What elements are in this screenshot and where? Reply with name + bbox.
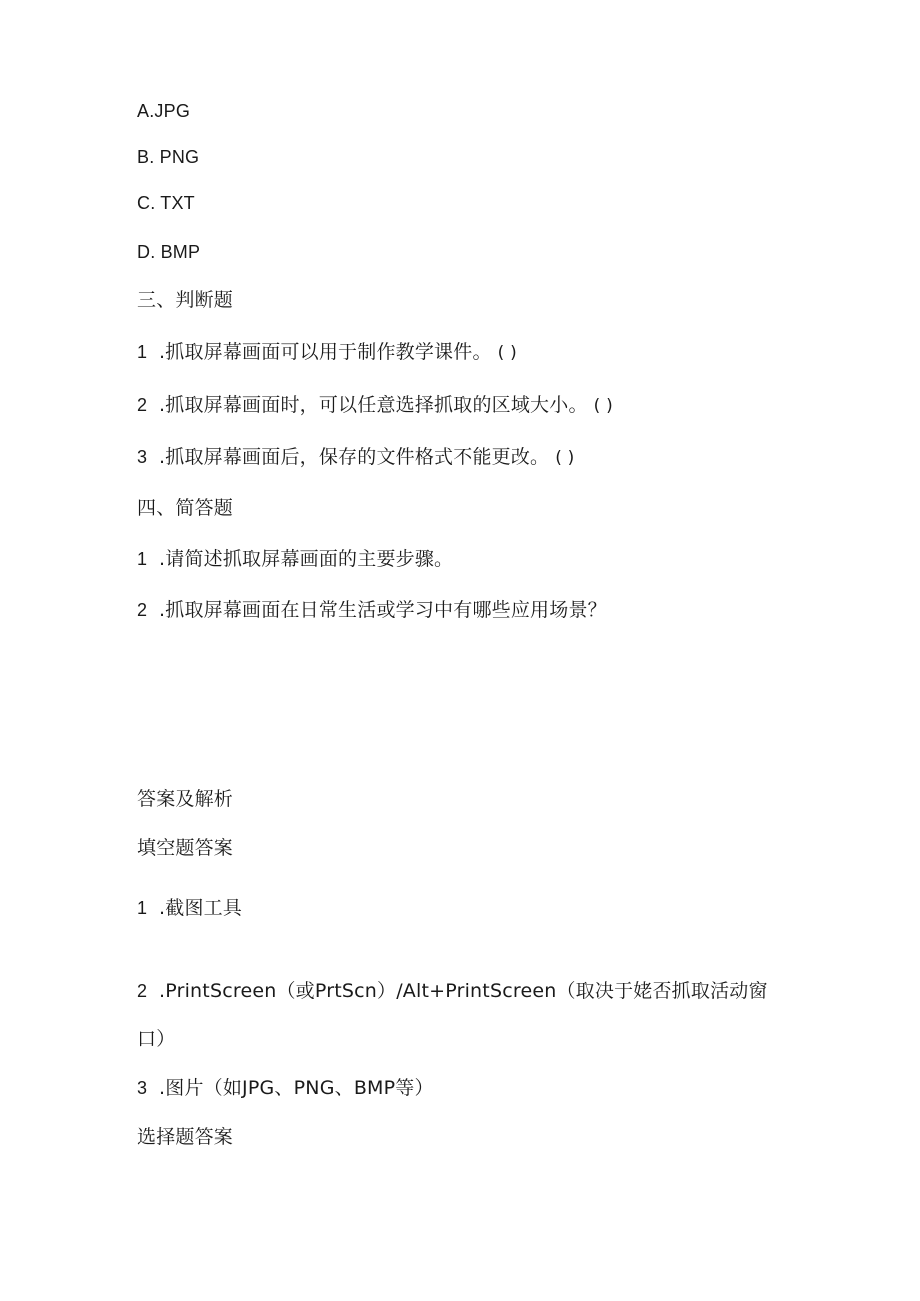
item-text: .请简述抓取屏幕画面的主要步骤。 bbox=[159, 548, 454, 570]
choice-option-c: C. TXT bbox=[137, 193, 195, 213]
item-number: 3 bbox=[137, 447, 148, 467]
item-number: 1 bbox=[137, 898, 148, 918]
item-text: .截图工具 bbox=[159, 897, 243, 919]
item-number: 2 bbox=[137, 395, 148, 415]
section-heading-short-answer: 四、简答题 bbox=[137, 497, 234, 519]
section-heading-choice-answers: 选择题答案 bbox=[137, 1126, 234, 1148]
item-text: .抓取屏幕画面后，保存的文件格式不能更改。 bbox=[159, 446, 550, 468]
item-text: .抓取屏幕画面时，可以任意选择抓取的区域大小。 bbox=[159, 394, 588, 416]
item-number: 3 bbox=[137, 1078, 148, 1098]
fill-answer-2 bbox=[137, 979, 768, 1003]
item-text: .抓取屏幕画面可以用于制作教学课件。 bbox=[159, 341, 492, 363]
choice-option-d: D. BMP bbox=[137, 242, 201, 262]
item-number: 1 bbox=[137, 549, 148, 569]
short-item-1 bbox=[137, 547, 453, 571]
fill-answer-1 bbox=[137, 896, 242, 920]
section-heading-judge: 三、判断题 bbox=[137, 289, 234, 311]
item-text: .图片（如JPG、PNG、BMP等） bbox=[159, 1077, 434, 1099]
choice-option-a: A.JPG bbox=[137, 101, 191, 121]
section-heading-answers: 答案及解析 bbox=[137, 788, 234, 810]
judge-item-2 bbox=[137, 393, 613, 418]
short-item-2 bbox=[137, 598, 607, 622]
judge-item-1 bbox=[137, 340, 517, 365]
answer-blank: ( ) bbox=[555, 448, 575, 468]
choice-option-b: B. PNG bbox=[137, 147, 200, 167]
item-number: 2 bbox=[137, 600, 148, 620]
item-text: .抓取屏幕画面在日常生活或学习中有哪些应用场景？ bbox=[159, 599, 607, 621]
answer-blank: ( ) bbox=[593, 396, 613, 416]
fill-answer-2-continuation: 口） bbox=[137, 1028, 176, 1050]
fill-answer-3 bbox=[137, 1076, 434, 1100]
judge-item-3 bbox=[137, 445, 575, 470]
item-number: 1 bbox=[137, 342, 148, 362]
section-heading-fill-answers: 填空题答案 bbox=[137, 837, 234, 859]
item-text: .PrintScreen（或PrtScn）/Alt+PrintScreen（取决于姥否抓取活动窗 bbox=[159, 980, 768, 1002]
answer-blank: ( ) bbox=[497, 343, 517, 363]
item-number: 2 bbox=[137, 981, 148, 1001]
